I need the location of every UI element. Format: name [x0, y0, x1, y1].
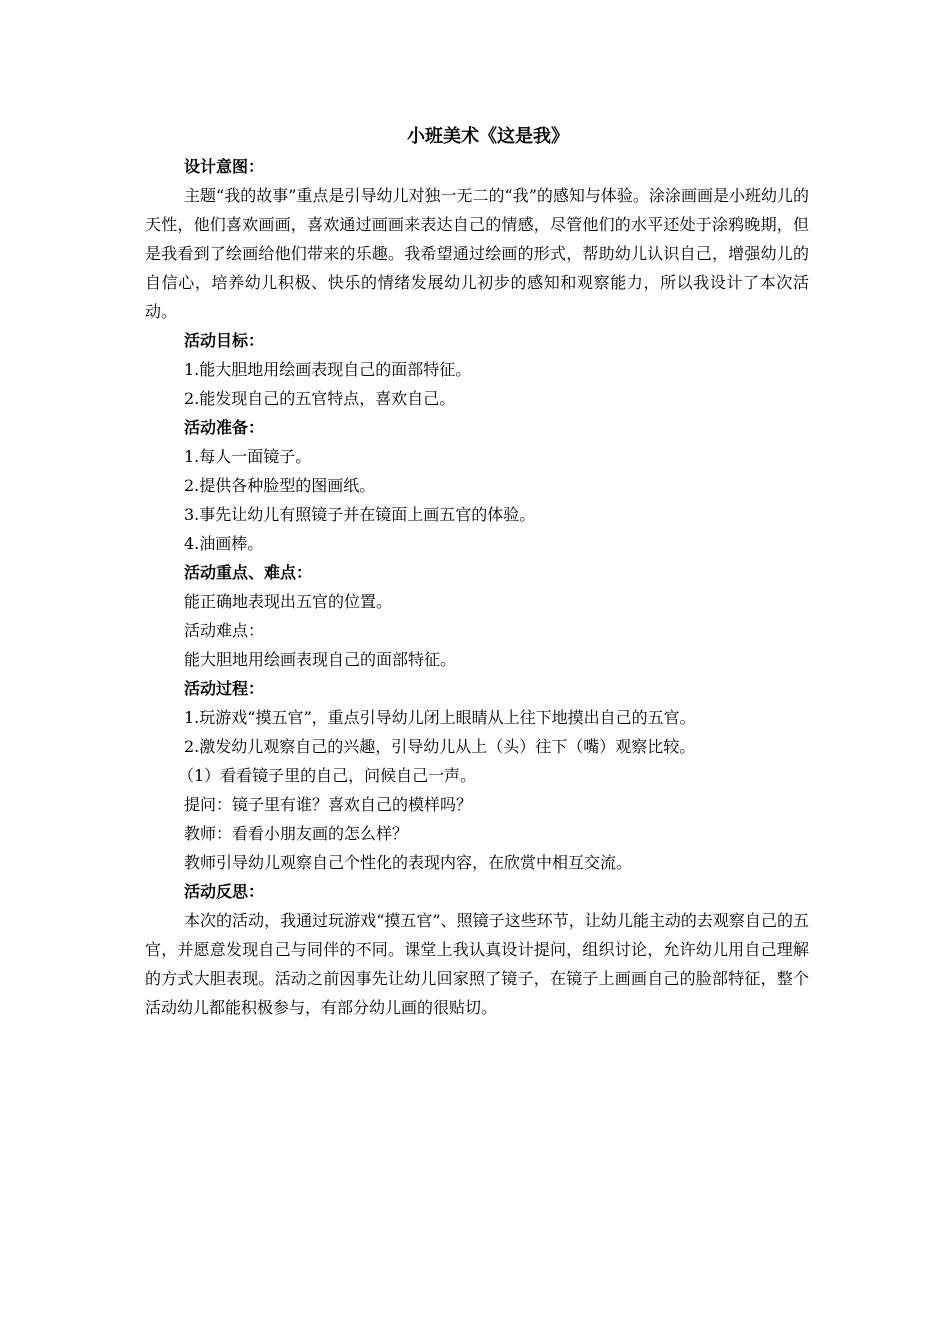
process-heading: 活动过程： — [184, 679, 265, 698]
process-item: 1.玩游戏“摸五官”，重点引导幼儿闭上眼睛从上往下地摸出自己的五官。 — [184, 708, 696, 727]
process-item: （1）看看镜子里的自己，问候自己一声。 — [178, 766, 477, 785]
process-item: 教师引导幼儿观察自己个性化的表现内容，在欣赏中相互交流。 — [184, 853, 633, 872]
preparation-item: 1.每人一面镜子。 — [184, 447, 312, 466]
key-points-heading: 活动重点、难点： — [184, 563, 313, 582]
process-item: 教师：看看小朋友画的怎么样？ — [184, 824, 409, 843]
preparation-item: 2.提供各种脸型的图画纸。 — [184, 476, 376, 495]
reflection-text: 本次的活动，我通过玩游戏“摸五官”、照镜子这些环节，让幼儿能主动的去观察自己的五官，并愿意发现自己与同伴的不同。课堂上我认真设计提问，组织讨论，允许幼儿用自己理解的方式大胆表现。活动之前因事先让幼儿回家照了镜子，在镜子上画画自己的脸部特征，整个活动幼儿都能积极参与，有部分幼儿画的很贴切。 — [145, 911, 809, 1017]
difficulty-text: 能大胆地用绘画表现自己的面部特征。 — [184, 650, 457, 669]
preparation-item: 3.事先让幼儿有照镜子并在镜面上画五官的体验。 — [184, 505, 536, 524]
document-title: 小班美术《这是我》 — [407, 126, 569, 147]
design-intent-heading: 设计意图： — [184, 157, 265, 176]
goal-item: 2.能发现自己的五官特点，喜欢自己。 — [184, 389, 456, 408]
difficulty-label: 活动难点： — [184, 621, 265, 640]
process-item: 2.激发幼儿观察自己的兴趣，引导幼儿从上（头）往下（嘴）观察比较。 — [184, 737, 696, 756]
reflection-heading: 活动反思： — [184, 882, 265, 901]
design-intent-text: 主题“我的故事”重点是引导幼儿对独一无二的“我”的感知与体验。涂涂画画是小班幼儿的天性，他们喜欢画画，喜欢通过画画来表达自己的情感，尽管他们的水平还处于涂鸦晚期，但是我看到了绘画给他们带来的乐趣。我希望通过绘画的形式，帮助幼儿认识自己，增强幼儿的自信心，培养幼儿积极、快乐的情绪发展幼儿初步的感知和观察能力，所以我设计了本次活动。 — [145, 186, 809, 321]
preparation-item: 4.油画棒。 — [184, 534, 264, 553]
goals-heading: 活动目标： — [184, 331, 265, 350]
process-item: 提问：镜子里有谁？喜欢自己的模样吗？ — [184, 795, 473, 814]
goal-item: 1.能大胆地用绘画表现自己的面部特征。 — [184, 360, 472, 379]
key-point-text: 能正确地表现出五官的位置。 — [184, 592, 393, 611]
document-body — [145, 122, 809, 1022]
preparation-heading: 活动准备： — [184, 418, 265, 437]
